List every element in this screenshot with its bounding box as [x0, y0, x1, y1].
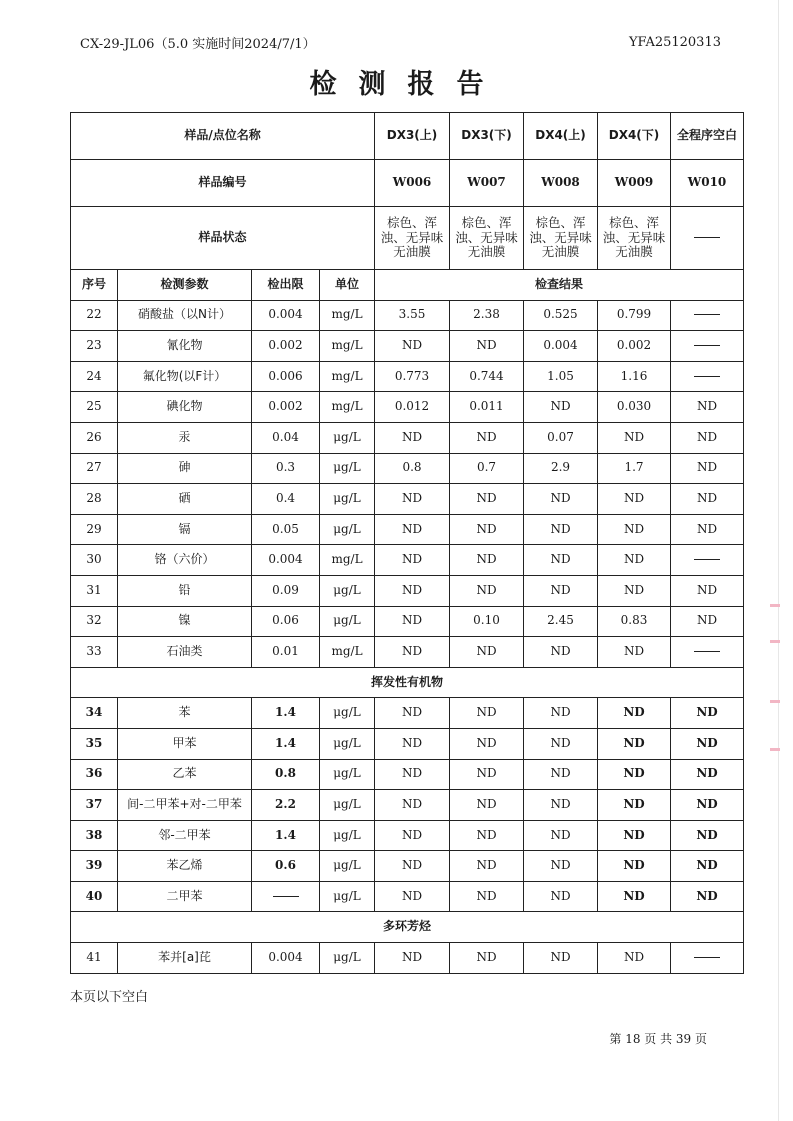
- result-value: [671, 943, 744, 974]
- result-value: ND: [598, 545, 671, 576]
- table-row: [71, 422, 744, 453]
- result-value: ND: [598, 851, 671, 882]
- result-value: ND: [671, 422, 744, 453]
- result-value: ND: [524, 820, 598, 851]
- row-param: 间-二甲苯+对-二甲苯: [118, 790, 252, 821]
- seal-fragment: [770, 640, 780, 643]
- result-value: ND: [671, 484, 744, 515]
- table-row: [71, 943, 744, 974]
- blank-page-note: 本页以下空白: [70, 990, 149, 1005]
- row-seq: 33: [71, 637, 118, 668]
- result-value: ND: [598, 820, 671, 851]
- row-param: 邻-二甲苯: [118, 820, 252, 851]
- result-value: ND: [671, 759, 744, 790]
- row-limit: 0.01: [252, 637, 320, 668]
- result-value: ND: [671, 728, 744, 759]
- row-limit: 0.004: [252, 545, 320, 576]
- row-seq: 28: [71, 484, 118, 515]
- not-applicable-dash: [694, 651, 720, 652]
- result-value: ND: [524, 851, 598, 882]
- result-value: ND: [671, 881, 744, 912]
- row-limit: 0.09: [252, 575, 320, 606]
- result-value: 3.55: [375, 300, 450, 331]
- table-row: [71, 300, 744, 331]
- document-code: CX-29-JL06（5.0 实施时间2024/7/1）: [80, 37, 316, 52]
- sample-name: 全程序空白: [671, 113, 744, 160]
- sample-state: 棕色、浑浊、无异味无油膜: [375, 207, 450, 270]
- sample-name: DX4(下): [598, 113, 671, 160]
- result-value: ND: [450, 422, 524, 453]
- result-value: 0.8: [375, 453, 450, 484]
- sample-state-label: 样品状态: [71, 207, 375, 270]
- row-unit: μg/L: [320, 606, 375, 637]
- result-value: 1.16: [598, 361, 671, 392]
- row-unit: μg/L: [320, 422, 375, 453]
- result-value: ND: [375, 759, 450, 790]
- result-value: 1.05: [524, 361, 598, 392]
- result-value: ND: [524, 575, 598, 606]
- not-applicable-dash: [694, 559, 720, 560]
- header-row: [71, 207, 744, 270]
- results-table: [70, 112, 744, 974]
- row-seq: 41: [71, 943, 118, 974]
- row-unit: mg/L: [320, 545, 375, 576]
- result-value: 2.45: [524, 606, 598, 637]
- row-limit: 0.05: [252, 514, 320, 545]
- row-param: 铬（六价）: [118, 545, 252, 576]
- result-value: [671, 300, 744, 331]
- result-value: ND: [524, 759, 598, 790]
- result-value: ND: [375, 820, 450, 851]
- row-limit: 0.8: [252, 759, 320, 790]
- row-unit: mg/L: [320, 331, 375, 362]
- row-limit: 0.3: [252, 453, 320, 484]
- result-value: ND: [375, 728, 450, 759]
- result-value: ND: [375, 575, 450, 606]
- sample-code: W007: [450, 160, 524, 207]
- result-value: ND: [598, 728, 671, 759]
- row-seq: 27: [71, 453, 118, 484]
- row-seq: 24: [71, 361, 118, 392]
- section-pah: 多环芳烃: [71, 912, 744, 943]
- column-header-seq: 序号: [71, 270, 118, 301]
- table-row: [71, 728, 744, 759]
- row-param: 苯乙烯: [118, 851, 252, 882]
- result-value: ND: [671, 453, 744, 484]
- result-value: ND: [671, 514, 744, 545]
- row-unit: μg/L: [320, 453, 375, 484]
- row-unit: μg/L: [320, 851, 375, 882]
- result-value: ND: [598, 422, 671, 453]
- row-limit: 0.04: [252, 422, 320, 453]
- result-value: ND: [524, 637, 598, 668]
- table-row: [71, 331, 744, 362]
- column-header-results: 检查结果: [375, 270, 744, 301]
- row-seq: 32: [71, 606, 118, 637]
- result-value: ND: [524, 728, 598, 759]
- result-value: ND: [450, 820, 524, 851]
- table-row: [71, 820, 744, 851]
- result-value: 2.38: [450, 300, 524, 331]
- result-value: ND: [375, 851, 450, 882]
- result-value: ND: [598, 514, 671, 545]
- result-value: ND: [375, 331, 450, 362]
- result-value: 0.83: [598, 606, 671, 637]
- row-seq: 36: [71, 759, 118, 790]
- row-param: 砷: [118, 453, 252, 484]
- result-value: ND: [375, 881, 450, 912]
- result-value: ND: [598, 637, 671, 668]
- table-row: [71, 637, 744, 668]
- row-param: 石油类: [118, 637, 252, 668]
- sample-state: 棕色、浑浊、无异味无油膜: [450, 207, 524, 270]
- row-param: 乙苯: [118, 759, 252, 790]
- result-value: ND: [450, 759, 524, 790]
- row-seq: 30: [71, 545, 118, 576]
- column-header-param: 检测参数: [118, 270, 252, 301]
- result-value: ND: [450, 790, 524, 821]
- sample-code-label: 样品编号: [71, 160, 375, 207]
- result-value: ND: [375, 698, 450, 729]
- row-param: 碘化物: [118, 392, 252, 423]
- row-seq: 25: [71, 392, 118, 423]
- result-value: ND: [375, 545, 450, 576]
- result-value: 0.10: [450, 606, 524, 637]
- row-limit: [252, 881, 320, 912]
- result-value: ND: [598, 881, 671, 912]
- result-value: 0.773: [375, 361, 450, 392]
- row-limit: 2.2: [252, 790, 320, 821]
- result-value: ND: [375, 790, 450, 821]
- row-param: 汞: [118, 422, 252, 453]
- table-row: [71, 759, 744, 790]
- row-unit: mg/L: [320, 637, 375, 668]
- table-row: [71, 698, 744, 729]
- row-unit: μg/L: [320, 759, 375, 790]
- row-seq: 31: [71, 575, 118, 606]
- not-applicable-dash: [694, 314, 720, 315]
- result-value: ND: [375, 943, 450, 974]
- result-value: ND: [671, 851, 744, 882]
- row-param: 镍: [118, 606, 252, 637]
- page-number: 第 18 页 共 39 页: [609, 1032, 707, 1046]
- sample-name: DX3(上): [375, 113, 450, 160]
- table-row: [71, 790, 744, 821]
- table-row: [71, 453, 744, 484]
- result-value: ND: [450, 881, 524, 912]
- table-row: [71, 514, 744, 545]
- row-seq: 39: [71, 851, 118, 882]
- not-applicable-dash: [694, 345, 720, 346]
- result-value: ND: [450, 943, 524, 974]
- not-applicable-dash: [273, 896, 299, 897]
- result-value: ND: [671, 392, 744, 423]
- result-value: ND: [671, 790, 744, 821]
- result-value: ND: [524, 484, 598, 515]
- row-param: 氰化物: [118, 331, 252, 362]
- row-unit: mg/L: [320, 392, 375, 423]
- row-limit: 1.4: [252, 820, 320, 851]
- report-number: YFA25120313: [628, 35, 721, 50]
- row-seq: 29: [71, 514, 118, 545]
- row-seq: 35: [71, 728, 118, 759]
- column-header-unit: 单位: [320, 270, 375, 301]
- result-value: ND: [524, 698, 598, 729]
- not-applicable-dash: [694, 957, 720, 958]
- table-row: [71, 545, 744, 576]
- result-value: ND: [450, 484, 524, 515]
- sample-name: DX4(上): [524, 113, 598, 160]
- row-param: 苯: [118, 698, 252, 729]
- row-limit: 0.4: [252, 484, 320, 515]
- result-value: ND: [598, 698, 671, 729]
- row-seq: 26: [71, 422, 118, 453]
- row-param: 硝酸盐（以N计）: [118, 300, 252, 331]
- result-value: 1.7: [598, 453, 671, 484]
- section-row: [71, 667, 744, 698]
- table-row: [71, 484, 744, 515]
- result-value: ND: [598, 790, 671, 821]
- result-value: ND: [375, 422, 450, 453]
- result-value: ND: [524, 881, 598, 912]
- seal-fragment: [770, 748, 780, 751]
- result-value: ND: [598, 575, 671, 606]
- row-unit: μg/L: [320, 790, 375, 821]
- row-param: 硒: [118, 484, 252, 515]
- result-value: ND: [375, 637, 450, 668]
- row-limit: 0.004: [252, 300, 320, 331]
- row-param: 镉: [118, 514, 252, 545]
- result-value: ND: [598, 484, 671, 515]
- result-value: ND: [450, 851, 524, 882]
- result-value: ND: [524, 392, 598, 423]
- section-volatile-organics: 挥发性有机物: [71, 667, 744, 698]
- not-applicable-dash: [694, 376, 720, 377]
- row-limit: 0.002: [252, 331, 320, 362]
- seal-fragment: [770, 700, 780, 703]
- result-value: [671, 637, 744, 668]
- result-value: ND: [598, 759, 671, 790]
- row-seq: 34: [71, 698, 118, 729]
- result-value: 0.7: [450, 453, 524, 484]
- result-value: ND: [450, 514, 524, 545]
- result-value: 0.011: [450, 392, 524, 423]
- header-row: [71, 113, 744, 160]
- table-row: [71, 361, 744, 392]
- row-unit: μg/L: [320, 943, 375, 974]
- sample-state: 棕色、浑浊、无异味无油膜: [598, 207, 671, 270]
- row-limit: 0.004: [252, 943, 320, 974]
- result-value: ND: [375, 484, 450, 515]
- scan-edge-line: [778, 0, 779, 1121]
- row-param: 铅: [118, 575, 252, 606]
- row-unit: μg/L: [320, 728, 375, 759]
- row-unit: mg/L: [320, 300, 375, 331]
- row-limit: 0.002: [252, 392, 320, 423]
- result-value: ND: [450, 575, 524, 606]
- row-seq: 40: [71, 881, 118, 912]
- row-unit: μg/L: [320, 484, 375, 515]
- row-unit: μg/L: [320, 820, 375, 851]
- row-param: 氟化物(以F计）: [118, 361, 252, 392]
- row-param: 二甲苯: [118, 881, 252, 912]
- row-limit: 0.006: [252, 361, 320, 392]
- result-value: 0.012: [375, 392, 450, 423]
- header-row: [71, 160, 744, 207]
- row-seq: 38: [71, 820, 118, 851]
- result-value: 0.004: [524, 331, 598, 362]
- sample-code: W010: [671, 160, 744, 207]
- table-row: [71, 881, 744, 912]
- not-applicable-dash: [694, 237, 720, 238]
- row-unit: mg/L: [320, 361, 375, 392]
- result-value: ND: [671, 575, 744, 606]
- sample-code: W006: [375, 160, 450, 207]
- result-value: ND: [450, 637, 524, 668]
- row-param: 苯并[a]芘: [118, 943, 252, 974]
- result-value: 0.525: [524, 300, 598, 331]
- result-value: ND: [524, 790, 598, 821]
- result-value: ND: [450, 728, 524, 759]
- result-value: [671, 331, 744, 362]
- result-value: 0.744: [450, 361, 524, 392]
- sample-state: [671, 207, 744, 270]
- result-value: 2.9: [524, 453, 598, 484]
- row-unit: μg/L: [320, 514, 375, 545]
- sample-name: DX3(下): [450, 113, 524, 160]
- sample-code: W009: [598, 160, 671, 207]
- section-row: [71, 912, 744, 943]
- result-value: 0.07: [524, 422, 598, 453]
- result-value: 0.002: [598, 331, 671, 362]
- row-limit: 1.4: [252, 698, 320, 729]
- row-seq: 23: [71, 331, 118, 362]
- row-unit: μg/L: [320, 881, 375, 912]
- row-param: 甲苯: [118, 728, 252, 759]
- table-row: [71, 575, 744, 606]
- row-limit: 0.6: [252, 851, 320, 882]
- result-value: ND: [671, 606, 744, 637]
- result-value: ND: [524, 943, 598, 974]
- table-row: [71, 851, 744, 882]
- row-unit: μg/L: [320, 698, 375, 729]
- result-value: ND: [375, 514, 450, 545]
- result-value: ND: [598, 943, 671, 974]
- result-value: 0.030: [598, 392, 671, 423]
- result-value: ND: [671, 820, 744, 851]
- row-limit: 1.4: [252, 728, 320, 759]
- result-value: ND: [450, 545, 524, 576]
- row-seq: 22: [71, 300, 118, 331]
- column-header-limit: 检出限: [252, 270, 320, 301]
- row-seq: 37: [71, 790, 118, 821]
- result-value: 0.799: [598, 300, 671, 331]
- result-value: [671, 545, 744, 576]
- sample-state: 棕色、浑浊、无异味无油膜: [524, 207, 598, 270]
- result-value: ND: [524, 545, 598, 576]
- result-value: ND: [450, 698, 524, 729]
- row-unit: μg/L: [320, 575, 375, 606]
- page-title: 检测报告: [309, 69, 506, 100]
- table-row: [71, 392, 744, 423]
- column-header-row: [71, 270, 744, 301]
- result-value: [671, 361, 744, 392]
- result-value: ND: [524, 514, 598, 545]
- sample-code: W008: [524, 160, 598, 207]
- sample-name-label: 样品/点位名称: [71, 113, 375, 160]
- result-value: ND: [450, 331, 524, 362]
- seal-fragment: [770, 604, 780, 607]
- row-limit: 0.06: [252, 606, 320, 637]
- result-value: ND: [671, 698, 744, 729]
- result-value: ND: [375, 606, 450, 637]
- table-row: [71, 606, 744, 637]
